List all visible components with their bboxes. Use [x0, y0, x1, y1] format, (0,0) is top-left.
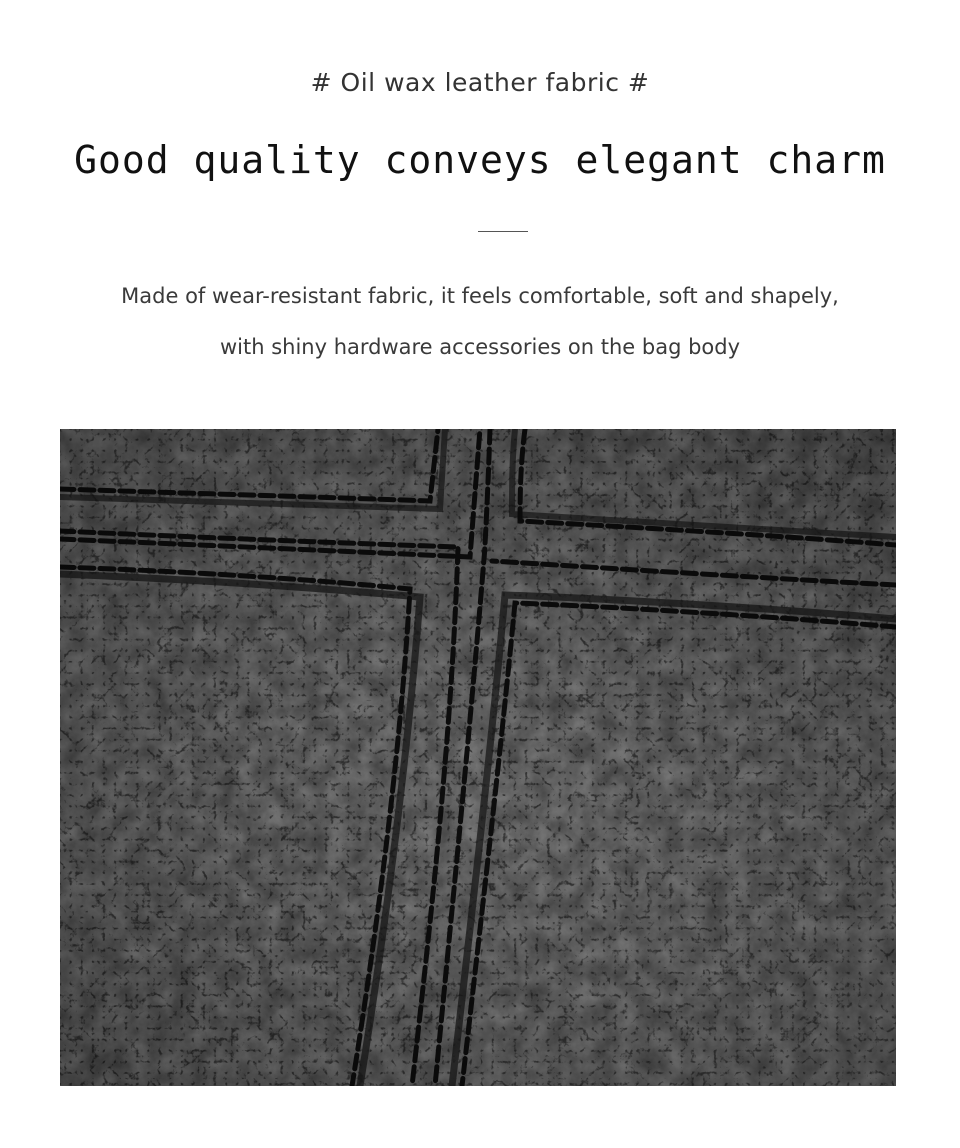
- section-tagline: # Oil wax leather fabric #: [310, 68, 650, 97]
- description-line-2: with shiny hardware accessories on the bag body: [219, 335, 741, 359]
- leather-texture-photo: [60, 429, 896, 1086]
- title-divider: [478, 231, 528, 232]
- page-title: Good quality conveys elegant charm: [74, 138, 886, 182]
- description-line-1: Made of wear-resistant fabric, it feels comfortable, soft and shapely,: [121, 284, 839, 308]
- leather-texture-image: [60, 429, 896, 1086]
